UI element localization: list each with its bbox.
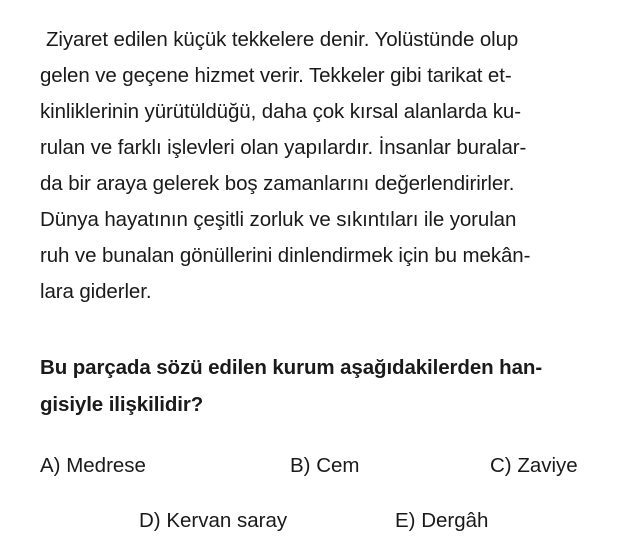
passage-line: kinliklerinin yürütüldüğü, daha çok kırsal alanlarda ku- xyxy=(40,100,521,123)
passage-line: rulan ve farklı işlevleri olan yapılardır. İnsanlar buralar- xyxy=(40,136,527,159)
passage-text xyxy=(40,22,600,310)
passage-line: Ziyaret edilen küçük tekkelere denir. Yolüstünde olup xyxy=(46,28,519,51)
answer-option-c[interactable]: C) Zaviye xyxy=(490,454,578,477)
question-line: gisiyle ilişkilidir? xyxy=(40,393,204,416)
passage-line: gelen ve geçene hizmet verir. Tekkeler gibi tarikat et- xyxy=(40,64,512,87)
passage-line: Dünya hayatının çeşitli zorluk ve sıkıntıları ile yorulan xyxy=(40,208,517,231)
question-stem xyxy=(40,349,600,423)
passage-line: ruh ve bunalan gönüllerini dinlendirmek için bu mekân- xyxy=(40,244,531,267)
question-line: Bu parçada sözü edilen kurum aşağıdakilerden han- xyxy=(40,356,543,379)
passage-line: da bir araya gelerek boş zamanlarını değerlendirirler. xyxy=(40,172,515,195)
answer-option-b[interactable]: B) Cem xyxy=(290,454,360,477)
answer-option-d[interactable]: D) Kervan saray xyxy=(139,509,288,532)
answer-option-e[interactable]: E) Dergâh xyxy=(395,509,489,532)
answer-option-a[interactable]: A) Medrese xyxy=(40,454,146,477)
passage-line: lara giderler. xyxy=(40,280,152,303)
